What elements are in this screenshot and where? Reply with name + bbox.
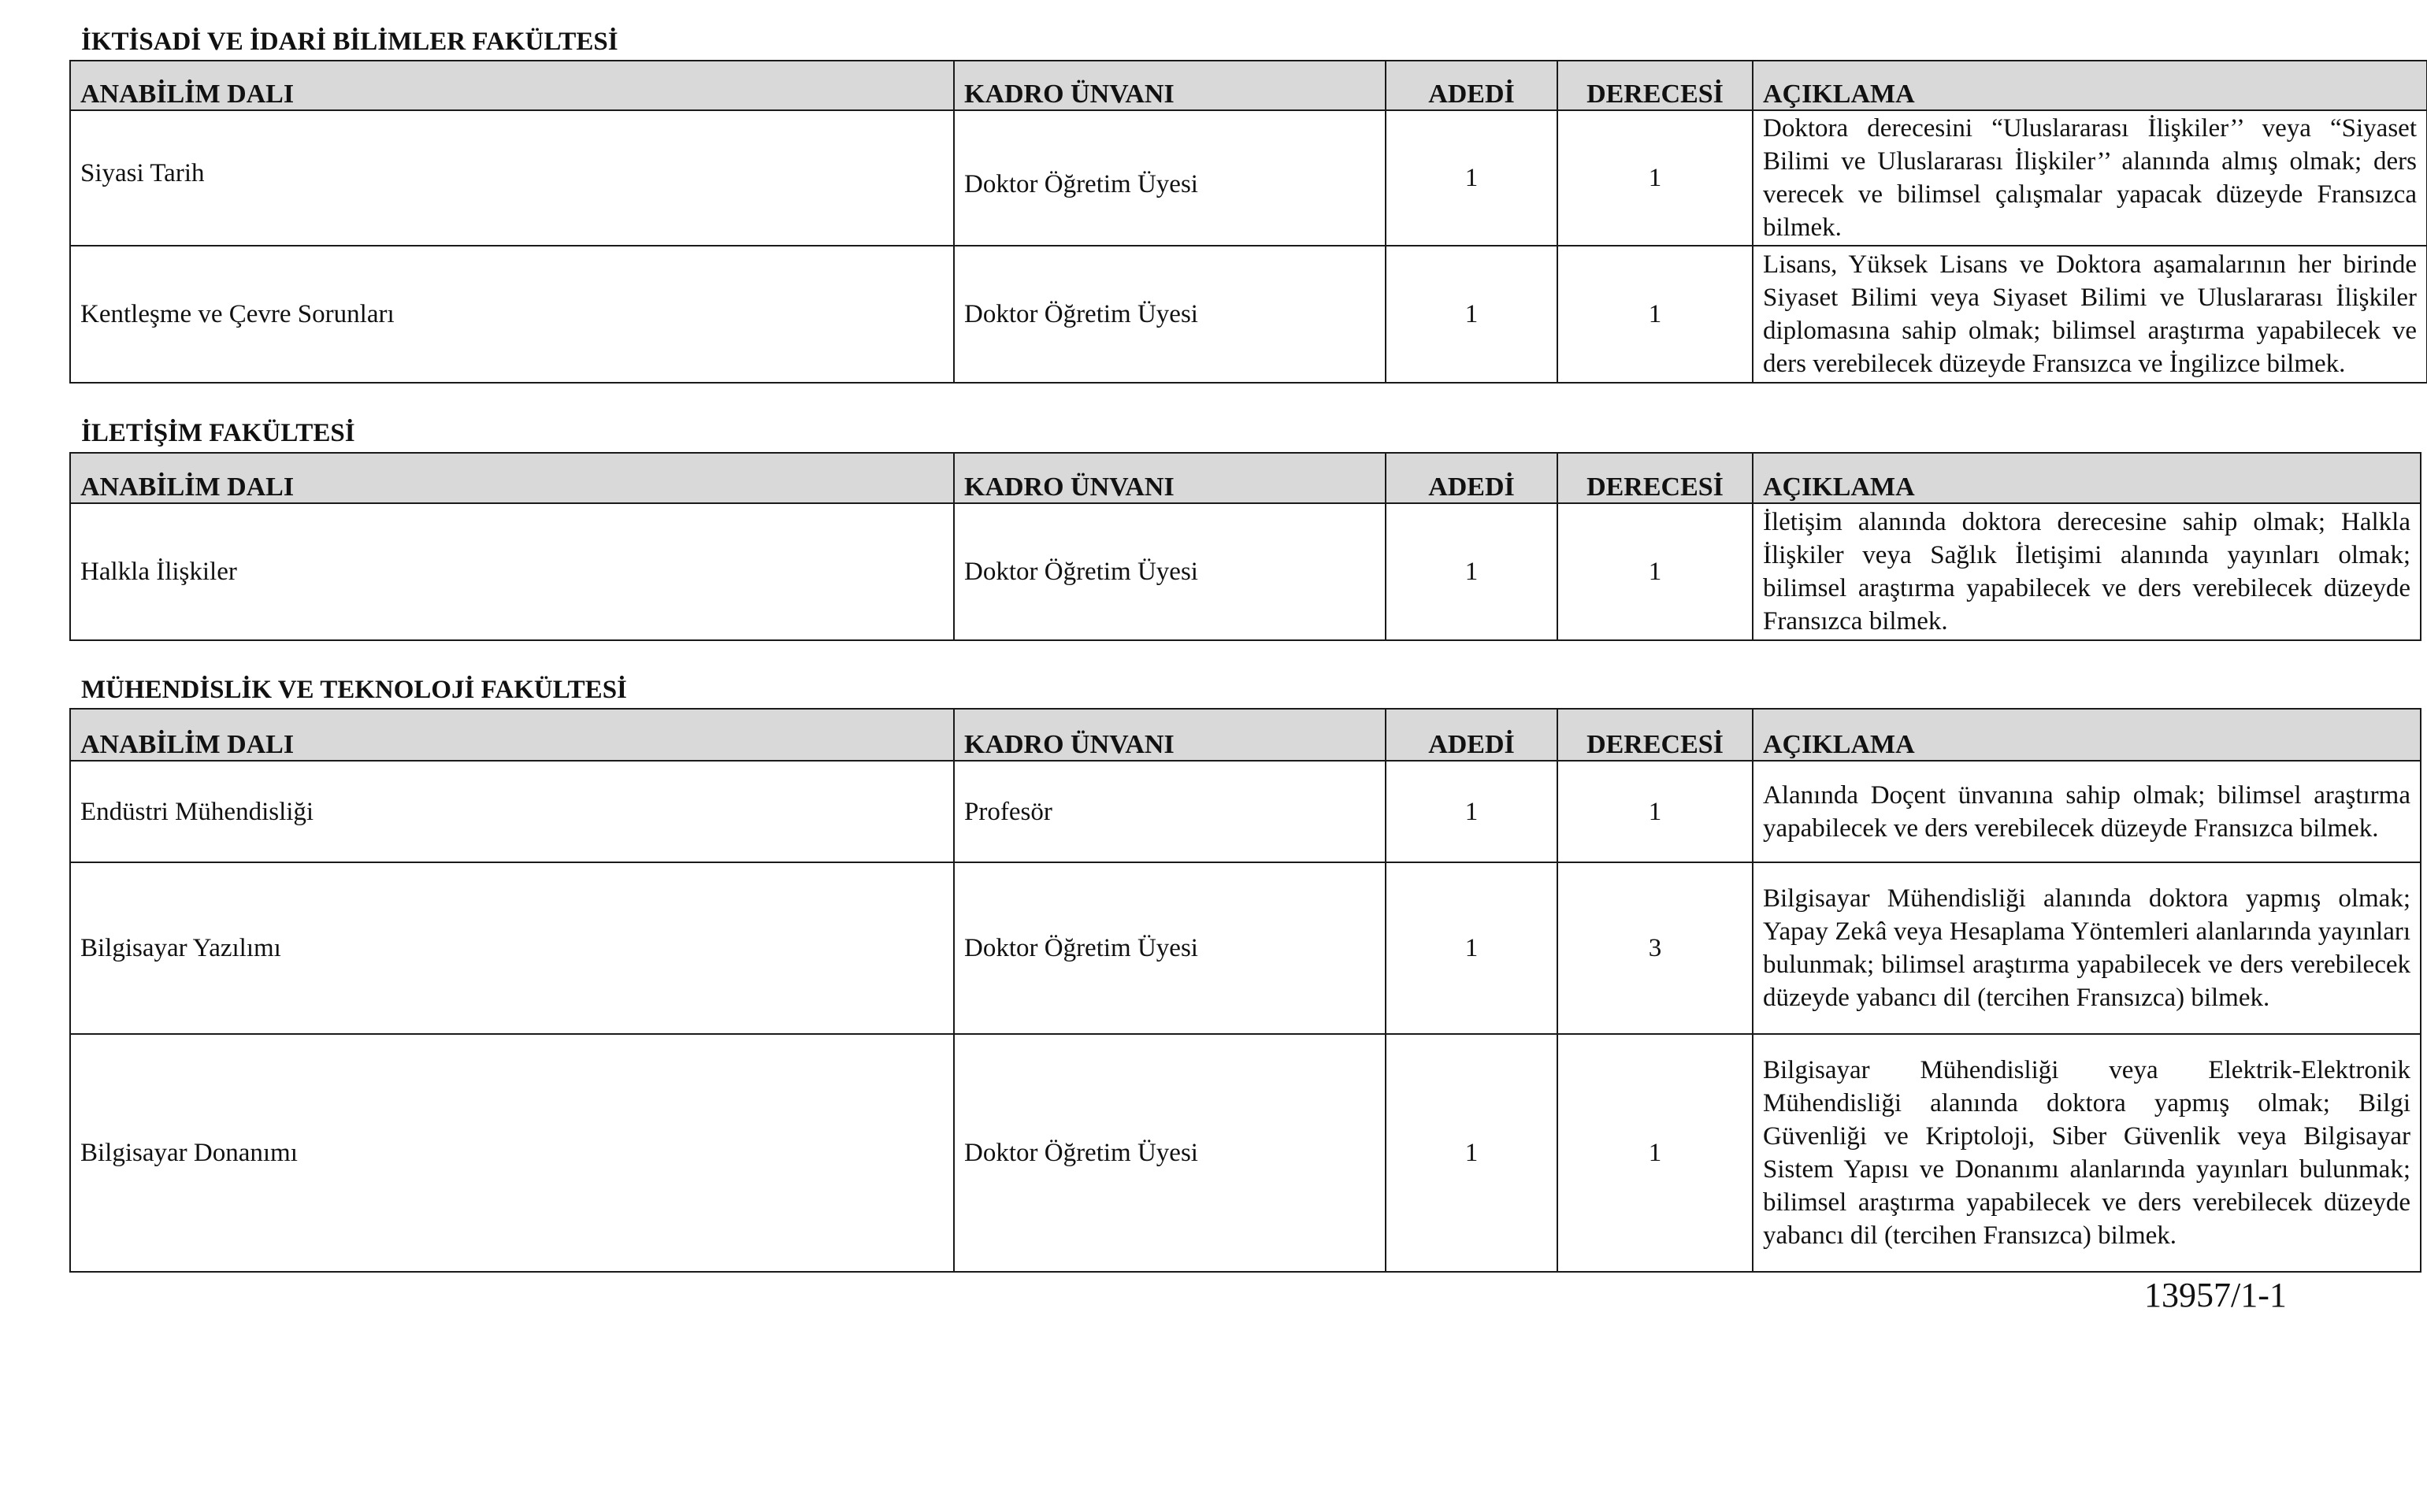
description-cell: Bilgisayar Mühendisliği alanında doktora yapmış olmak; Yapay Zekâ veya Hesaplama Yöntemleri alanlarında yayınları bulunmak; bilimsel araştırma yapabilecek ve ders verebilecek düzeyde yabancı dil (tercihen Fransızca) bilmek. xyxy=(1753,862,2421,1034)
department-cell: Bilgisayar Yazılımı xyxy=(70,862,954,1034)
count-cell: 1 xyxy=(1386,110,1557,246)
table-row xyxy=(70,246,2427,383)
table-iibf xyxy=(69,60,2427,384)
header-department: ANABİLİM DALI xyxy=(70,453,954,503)
header-count: ADEDİ xyxy=(1386,453,1557,503)
header-description: AÇIKLAMA xyxy=(1753,61,2427,110)
description-cell: Bilgisayar Mühendisliği veya Elektrik-Elektronik Mühendisliği alanında doktora yapmış olmak; Bilgi Güvenliği ve Kriptoloji, Siber Güvenlik veya Bilgisayar Sistem Yapısı ve Donanımı alanlarında yayınları bulunmak; bilimsel araştırma yapabilecek ve ders verebilecek düzeyde yabancı dil (tercihen Fransızca) bilmek. xyxy=(1753,1034,2421,1272)
header-degree: DERECESİ xyxy=(1557,61,1753,110)
degree-cell: 1 xyxy=(1557,110,1753,246)
title-cell: Doktor Öğretim Üyesi xyxy=(954,503,1386,640)
title-cell: Doktor Öğretim Üyesi xyxy=(954,110,1386,246)
degree-cell: 1 xyxy=(1557,761,1753,862)
count-cell: 1 xyxy=(1386,1034,1557,1272)
table-muhendislik xyxy=(69,708,2421,1273)
department-cell: Halkla İlişkiler xyxy=(70,503,954,640)
description-cell: Alanında Doçent ünvanına sahip olmak; bilimsel araştırma yapabilecek ve ders verebilecek düzeyde Fransızca bilmek. xyxy=(1753,761,2421,862)
department-cell: Bilgisayar Donanımı xyxy=(70,1034,954,1272)
department-cell: Kentleşme ve Çevre Sorunları xyxy=(70,246,954,383)
section-title-iletisim: İLETİŞİM FAKÜLTESİ xyxy=(81,419,355,447)
table-header-row xyxy=(70,453,2421,503)
count-cell: 1 xyxy=(1386,862,1557,1034)
header-title: KADRO ÜNVANI xyxy=(954,709,1386,761)
count-cell: 1 xyxy=(1386,246,1557,383)
section-title-iibf: İKTİSADİ VE İDARİ BİLİMLER FAKÜLTESİ xyxy=(81,28,618,56)
description-cell: Lisans, Yüksek Lisans ve Doktora aşamalarının her birinde Siyaset Bilimi veya Siyaset Bilimi ve Uluslararası İlişkiler diplomasına sahip olmak; bilimsel araştırma yapabilecek ve ders verebilecek düzeyde Fransızca ve İngilizce bilmek. xyxy=(1753,246,2427,383)
header-count: ADEDİ xyxy=(1386,709,1557,761)
header-title: KADRO ÜNVANI xyxy=(954,453,1386,503)
header-department: ANABİLİM DALI xyxy=(70,709,954,761)
table-row xyxy=(70,862,2421,1034)
table-iletisim xyxy=(69,452,2421,641)
table-row xyxy=(70,1034,2421,1272)
degree-cell: 1 xyxy=(1557,1034,1753,1272)
department-cell: Siyasi Tarih xyxy=(70,110,954,246)
description-cell: Doktora derecesini “Uluslararası İlişkiler’’ veya “Siyaset Bilimi ve Uluslararası İlişkiler’’ alanında almış olmak; ders verecek ve bilimsel çalışmalar yapacak düzeyde Fransızca bilmek. xyxy=(1753,110,2427,246)
table-header-row xyxy=(70,709,2421,761)
title-cell: Doktor Öğretim Üyesi xyxy=(954,862,1386,1034)
count-cell: 1 xyxy=(1386,503,1557,640)
header-count: ADEDİ xyxy=(1386,61,1557,110)
degree-cell: 3 xyxy=(1557,862,1753,1034)
description-cell: İletişim alanında doktora derecesine sahip olmak; Halkla İlişkiler veya Sağlık İletişimi alanında yayınları olmak; bilimsel araştırma yapabilecek ve ders verebilecek düzeyde Fransızca bilmek. xyxy=(1753,503,2421,640)
header-department: ANABİLİM DALI xyxy=(70,61,954,110)
header-title: KADRO ÜNVANI xyxy=(954,61,1386,110)
degree-cell: 1 xyxy=(1557,503,1753,640)
header-degree: DERECESİ xyxy=(1557,453,1753,503)
table-row xyxy=(70,761,2421,862)
table-header-row xyxy=(70,61,2427,110)
section-title-muhendislik: MÜHENDİSLİK VE TEKNOLOJİ FAKÜLTESİ xyxy=(81,676,627,704)
header-description: AÇIKLAMA xyxy=(1753,709,2421,761)
title-cell: Profesör xyxy=(954,761,1386,862)
table-row xyxy=(70,110,2427,246)
degree-cell: 1 xyxy=(1557,246,1753,383)
title-cell: Doktor Öğretim Üyesi xyxy=(954,246,1386,383)
department-cell: Endüstri Mühendisliği xyxy=(70,761,954,862)
header-description: AÇIKLAMA xyxy=(1753,453,2421,503)
count-cell: 1 xyxy=(1386,761,1557,862)
header-degree: DERECESİ xyxy=(1557,709,1753,761)
page-number: 13957/1-1 xyxy=(2144,1276,2287,1314)
title-cell: Doktor Öğretim Üyesi xyxy=(954,1034,1386,1272)
table-row xyxy=(70,503,2421,640)
